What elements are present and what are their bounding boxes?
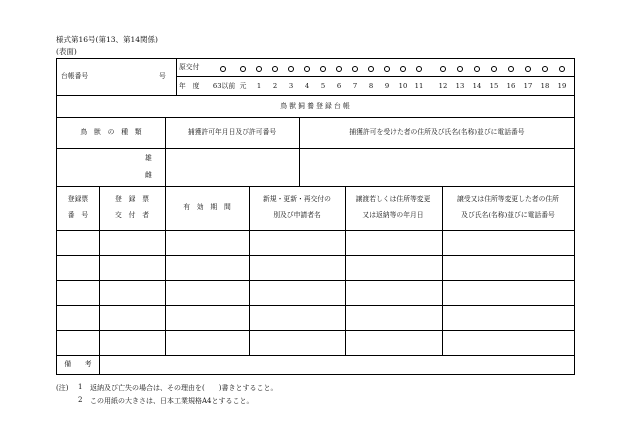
year-circle-icon[interactable] <box>384 66 390 72</box>
year-circle-icon[interactable] <box>304 66 310 72</box>
col-issuer: 登 録 票 <box>115 195 149 203</box>
year-label: 10 <box>398 82 408 90</box>
col-transfer-2: 又は返納等の年月日 <box>362 211 424 219</box>
year-label: 13 <box>455 82 465 90</box>
ledger-number-label: 台帳番号 <box>61 72 89 80</box>
year-label: 元 <box>239 82 247 90</box>
year-label: 12 <box>438 82 448 90</box>
note-prefix: (注) <box>56 384 69 392</box>
year-label: 16 <box>506 82 516 90</box>
permit-date-label: 捕獲許可年月日及び許可番号 <box>187 128 277 136</box>
year-circle-icon[interactable] <box>368 66 374 72</box>
male-label: 雄 <box>145 154 152 162</box>
form-number: 様式第16号(第13、第14関係) <box>56 35 158 44</box>
year-label: 18 <box>540 82 550 90</box>
col-renewal-2: 別及び申請者名 <box>273 211 321 219</box>
year-circle-icon[interactable] <box>256 66 262 72</box>
note-2: この用紙の大きさは、日本工業規格A4とすること。 <box>90 397 254 405</box>
year-circle-icon[interactable] <box>474 66 480 72</box>
year-circle-icon[interactable] <box>336 66 342 72</box>
col-reg-no-2: 番 号 <box>67 211 89 219</box>
year-circle-icon[interactable] <box>320 66 326 72</box>
fiscal-year-label: 年 度 <box>179 82 200 90</box>
form-side: (表面) <box>56 47 77 56</box>
year-label: 63以前 <box>212 82 236 90</box>
year-circle-icon[interactable] <box>220 66 226 72</box>
permittee-label: 捕獲許可を受けた者の住所及び氏名(名称)並びに電話番号 <box>349 128 525 136</box>
original-issue-label: 原交付 <box>179 63 200 71</box>
year-label: 7 <box>352 82 358 90</box>
year-label: 1 <box>256 82 262 90</box>
year-circle-icon[interactable] <box>240 66 246 72</box>
year-circle-icon[interactable] <box>440 66 446 72</box>
year-circle-icon[interactable] <box>525 66 531 72</box>
note-2-number: 2 <box>78 396 83 404</box>
ledger-number-suffix: 号 <box>159 72 166 80</box>
col-transferee-2: 及び氏名(名称)並びに電話番号 <box>461 211 555 219</box>
year-label: 19 <box>557 82 567 90</box>
year-label: 8 <box>368 82 374 90</box>
year-label: 6 <box>336 82 342 90</box>
year-label: 17 <box>523 82 533 90</box>
species-label: 鳥 獣 の 種 類 <box>80 128 142 136</box>
year-circle-icon[interactable] <box>400 66 406 72</box>
col-transferee: 譲受又は住所等変更した者の住所 <box>457 195 559 203</box>
year-label: 14 <box>472 82 482 90</box>
year-circle-icon[interactable] <box>508 66 514 72</box>
col-renewal: 新規・更新・再交付の <box>263 195 331 203</box>
year-label: 11 <box>414 82 424 90</box>
col-transfer: 譲渡若しくは住所等変更 <box>355 195 431 203</box>
remarks-label: 備 考 <box>64 360 92 368</box>
year-circle-icon[interactable] <box>416 66 422 72</box>
col-reg-no: 登録票 <box>67 195 89 203</box>
year-label: 15 <box>489 82 499 90</box>
year-circle-icon[interactable] <box>542 66 548 72</box>
year-label: 3 <box>288 82 294 90</box>
registration-ledger-table <box>56 58 575 375</box>
year-circle-icon[interactable] <box>352 66 358 72</box>
year-circle-icon[interactable] <box>559 66 565 72</box>
year-label: 9 <box>384 82 390 90</box>
year-circle-icon[interactable] <box>491 66 497 72</box>
year-label: 2 <box>272 82 278 90</box>
female-label: 雌 <box>145 171 152 179</box>
note-1-number: 1 <box>78 383 83 391</box>
col-issuer-2: 交 付 者 <box>115 211 149 219</box>
form-title: 鳥 獣 飼 養 登 録 台 帳 <box>280 102 350 110</box>
year-circle-icon[interactable] <box>288 66 294 72</box>
note-1: 返納及び亡失の場合は、その理由を( )書きとすること。 <box>90 384 278 392</box>
year-label: 4 <box>304 82 310 90</box>
year-circle-icon[interactable] <box>272 66 278 72</box>
year-label: 5 <box>320 82 326 90</box>
year-circle-icon[interactable] <box>457 66 463 72</box>
col-validity: 有 効 期 間 <box>183 203 231 211</box>
